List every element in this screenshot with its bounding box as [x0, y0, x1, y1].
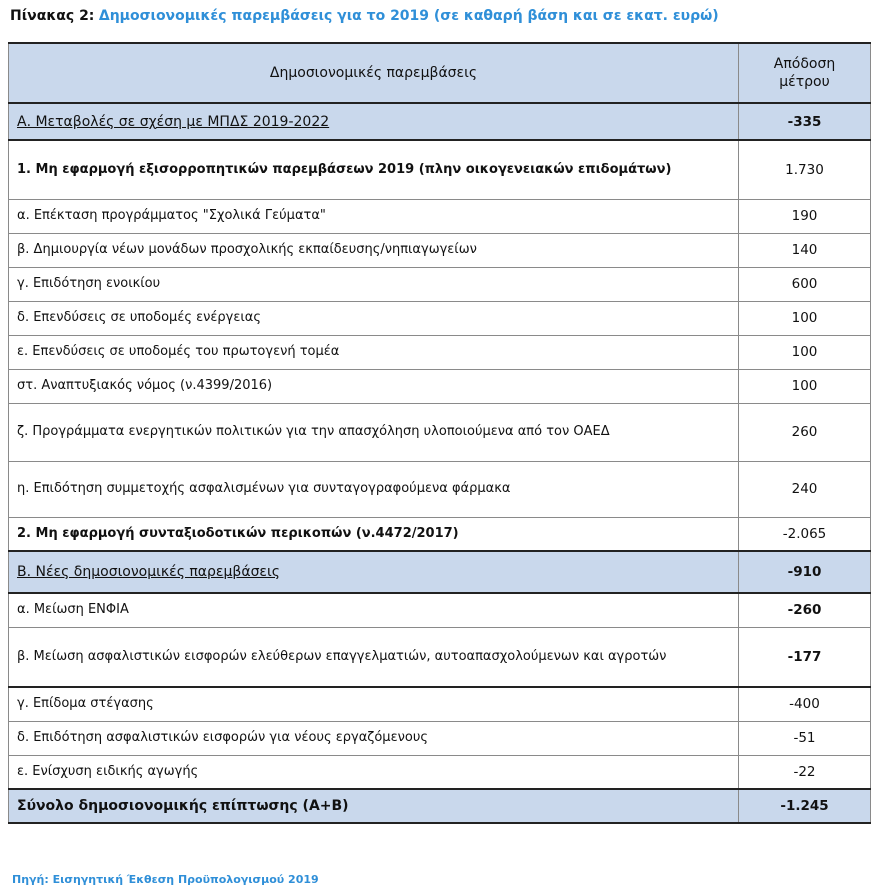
row-value: 140: [739, 233, 871, 267]
row-value: 600: [739, 267, 871, 301]
row-value: -335: [739, 103, 871, 140]
row-value: 240: [739, 461, 871, 517]
table-caption: [10, 8, 870, 24]
table-row: [9, 103, 871, 140]
row-value: 190: [739, 199, 871, 233]
table-row: [9, 721, 871, 755]
row-value: -22: [739, 755, 871, 789]
row-label: α. Μείωση ΕΝΦΙΑ: [9, 593, 739, 627]
row-label: β. Δημιουργία νέων μονάδων προσχολικής εκπαίδευσης/νηπιαγωγείων: [9, 233, 739, 267]
row-value: 260: [739, 403, 871, 461]
table-row: [9, 369, 871, 403]
row-label: γ. Επιδότηση ενοικίου: [9, 267, 739, 301]
table-total-row: [9, 789, 871, 823]
row-value: 1.730: [739, 140, 871, 199]
row-label: 1. Μη εφαρμογή εξισορροπητικών παρεμβάσεων 2019 (πλην οικογενειακών επιδομάτων): [9, 140, 739, 199]
row-value: -910: [739, 551, 871, 593]
table-row: [9, 199, 871, 233]
row-label: β. Μείωση ασφαλιστικών εισφορών ελεύθερων επαγγελματιών, αυτοαπασχολούμενων και αγροτών: [9, 627, 739, 687]
row-label: Β. Νέες δημοσιονομικές παρεμβάσεις: [9, 551, 739, 593]
row-label: α. Επέκταση προγράμματος "Σχολικά Γεύματα": [9, 199, 739, 233]
table-row: [9, 593, 871, 627]
row-label: δ. Επιδότηση ασφαλιστικών εισφορών για νέους εργαζόμενους: [9, 721, 739, 755]
table-row: [9, 267, 871, 301]
row-label: ζ. Προγράμματα ενεργητικών πολιτικών για την απασχόληση υλοποιούμενα από τον ΟΑΕΔ: [9, 403, 739, 461]
row-value: -51: [739, 721, 871, 755]
row-label: δ. Επενδύσεις σε υποδομές ενέργειας: [9, 301, 739, 335]
row-label: γ. Επίδομα στέγασης: [9, 687, 739, 721]
table-row: [9, 233, 871, 267]
table-row: [9, 687, 871, 721]
table-row: [9, 140, 871, 199]
table-row: [9, 517, 871, 551]
row-label: ε. Ενίσχυση ειδικής αγωγής: [9, 755, 739, 789]
table-header-row: [9, 43, 871, 103]
row-label: στ. Αναπτυξιακός νόμος (ν.4399/2016): [9, 369, 739, 403]
row-value: -2.065: [739, 517, 871, 551]
table-row: [9, 551, 871, 593]
table-row: [9, 627, 871, 687]
table-row: [9, 755, 871, 789]
row-value: 100: [739, 369, 871, 403]
source-note: [12, 873, 319, 886]
row-label: Σύνολο δημοσιονομικής επίπτωσης (Α+Β): [9, 789, 739, 823]
fiscal-interventions-table: [8, 42, 871, 824]
table-row: [9, 461, 871, 517]
row-label: ε. Επενδύσεις σε υποδομές του πρωτογενή τομέα: [9, 335, 739, 369]
row-label: 2. Μη εφαρμογή συνταξιοδοτικών περικοπών (ν.4472/2017): [9, 517, 739, 551]
header-description: Δημοσιονομικές παρεμβάσεις: [9, 43, 739, 103]
table-caption-text: Δημοσιονομικές παρεμβάσεις για το 2019 (σε καθαρή βάση και σε εκατ. ευρώ): [98, 8, 719, 24]
table-row: [9, 335, 871, 369]
row-value: -400: [739, 687, 871, 721]
source-prefix: Πηγή:: [12, 873, 49, 886]
row-value: 100: [739, 335, 871, 369]
row-label: η. Επιδότηση συμμετοχής ασφαλισμένων για συνταγογραφούμενα φάρμακα: [9, 461, 739, 517]
row-value: -177: [739, 627, 871, 687]
source-text: Εισηγητική Έκθεση Προϋπολογισμού 2019: [52, 873, 319, 886]
header-value: Απόδοση μέτρου: [739, 43, 871, 103]
table-caption-prefix: Πίνακας 2:: [10, 8, 95, 24]
table-row: [9, 301, 871, 335]
row-label: Α. Μεταβολές σε σχέση με ΜΠΔΣ 2019-2022: [9, 103, 739, 140]
row-value: 100: [739, 301, 871, 335]
table-row: [9, 403, 871, 461]
row-value: -1.245: [739, 789, 871, 823]
row-value: -260: [739, 593, 871, 627]
